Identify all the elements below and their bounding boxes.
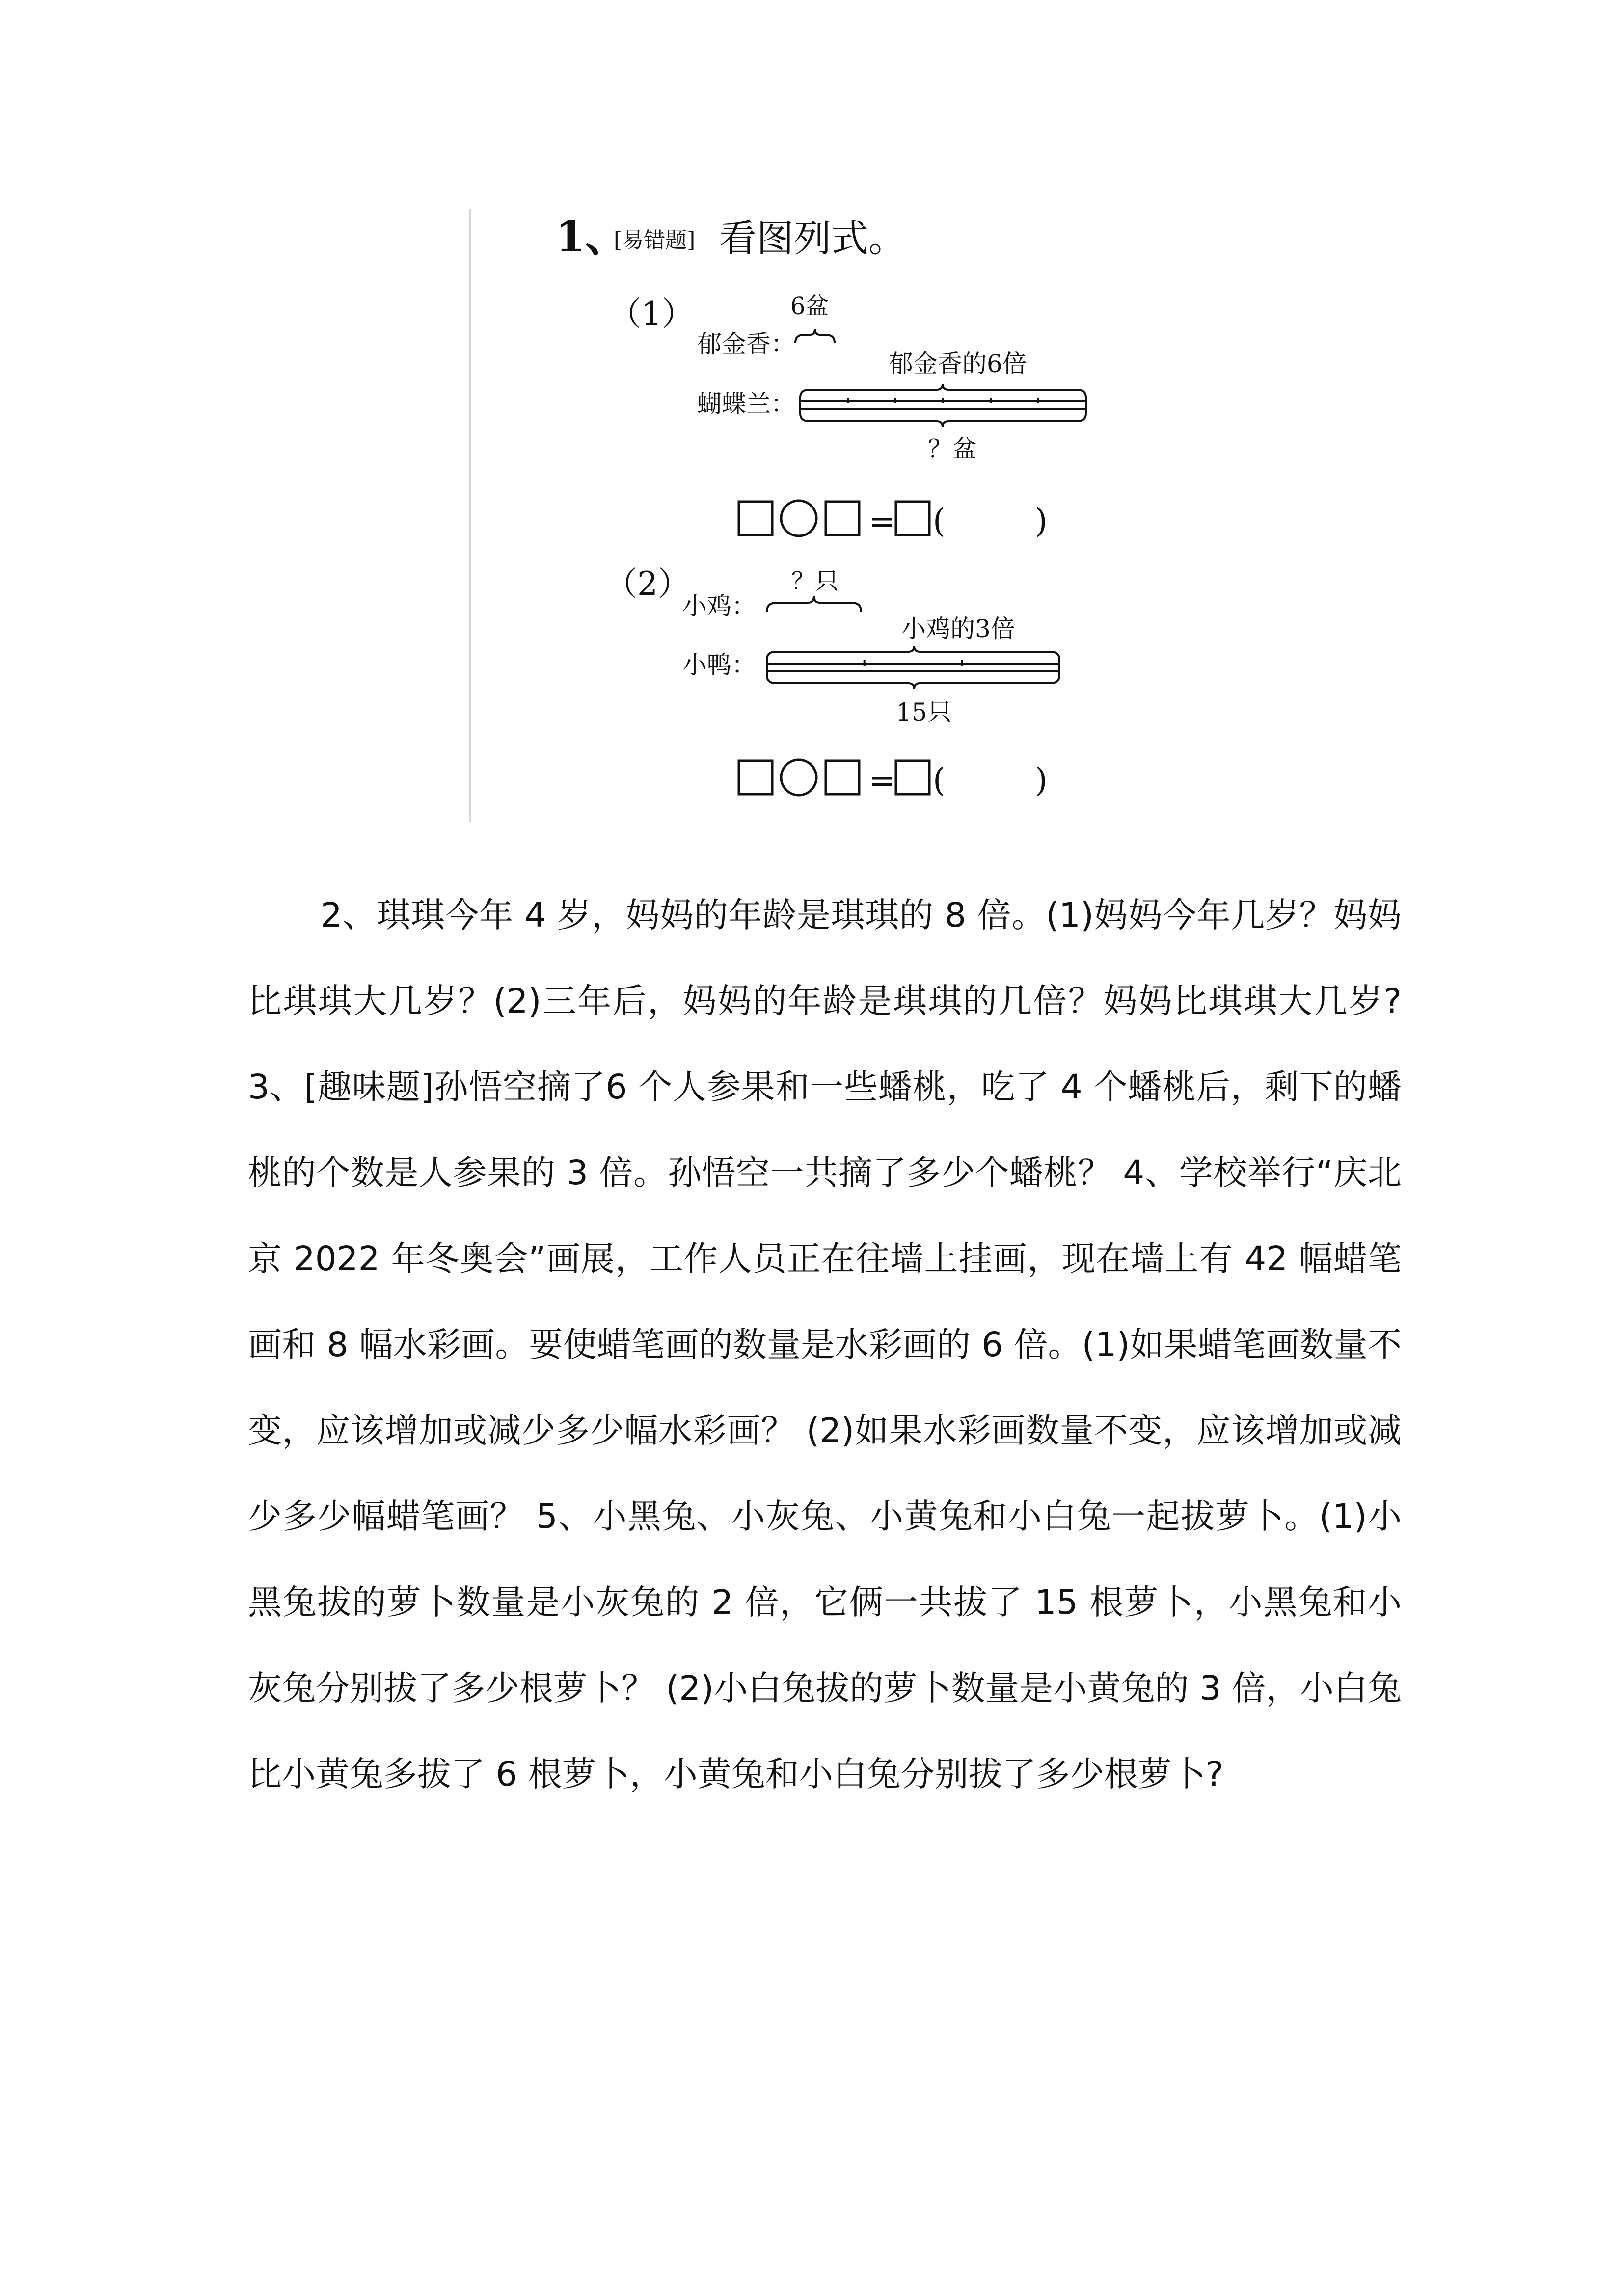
part2-top-brace — [767, 646, 1059, 660]
equals-sign: = — [869, 763, 895, 799]
unit-close-paren: ) — [1035, 761, 1048, 799]
q1-tag: [易错题] — [614, 228, 696, 253]
questions-2-to-5-text: 2、琪琪今年 4 岁，妈妈的年龄是琪琪的 8 倍。(1)妈妈今年几岁？妈妈比琪琪大几岁？(2)三年后，妈妈的年龄是琪琪的几倍？妈妈比琪琪大几岁?3、[趣味题]孙悟空摘了6 个人参果和一些蟠桃，吃了 4 个蟠桃后，剩下的蟠桃的个数是人参果的 3 倍。孙悟空一共摘了多少个蟠桃？ 4、学校举行“庆北京 2022 年冬奥会”画展，工作人员正在往墙上挂画，现在墙上有 42 幅蜡笔画和 8 幅水彩画。要使蜡笔画的数量是水彩画的 6 倍。(1)如果蜡笔画数量不变，应该增加或减少多少幅水彩画？ (2)如果水彩画数量不变，应该增加或减少多少幅蜡笔画？ 5、小黑兔、小灰兔、小黄兔和小白兔一起拔萝卜。(1)小黑兔拔的萝卜数量是小灰兔的 2 倍，它俩一共拔了 15 根萝卜，小黑兔和小灰兔分别拔了多少根萝卜？ (2)小白兔拔的萝卜数量是小黄兔的 3 倍，小白兔比小黄兔多拔了 6 根萝卜，小黄兔和小白兔分别拔了多少根萝卜? — [248, 896, 1402, 1794]
part1-bottom-brace — [800, 413, 1086, 427]
part2-row1-label: 小鸡： — [682, 592, 756, 620]
figure-left-rule — [469, 209, 471, 822]
part2-total: 15只 — [896, 698, 952, 726]
operator-circle[interactable] — [781, 760, 816, 795]
answer-box[interactable] — [896, 502, 929, 535]
unit-open-paren: ( — [933, 502, 946, 540]
part2-row2-label: 小鸭： — [682, 651, 756, 679]
part2-row1-brace — [767, 596, 861, 612]
q1-instruction: 看图列式。 — [719, 216, 906, 260]
part1-label: （1） — [609, 295, 694, 333]
equals-sign: = — [869, 504, 895, 540]
part2-equation — [739, 760, 1048, 799]
question-1-figure — [535, 196, 1173, 815]
unit-open-paren: ( — [933, 761, 946, 799]
unit-close-paren: ) — [1035, 502, 1048, 540]
answer-box[interactable] — [739, 502, 772, 535]
part2-bottom-brace — [767, 675, 1059, 689]
q1-number: 1、 — [556, 212, 627, 262]
answer-box[interactable] — [826, 502, 859, 535]
part2-label: （2） — [605, 565, 690, 603]
answer-box[interactable] — [826, 761, 859, 794]
part1-equation — [739, 501, 1048, 540]
part1-top-brace — [800, 384, 1086, 398]
answer-box[interactable] — [739, 761, 772, 794]
part1-annotation: 郁金香的6倍 — [889, 349, 1027, 378]
part1-segmented-bar — [800, 398, 1086, 413]
part1-row1-brace — [795, 329, 835, 343]
answer-box[interactable] — [896, 761, 929, 794]
operator-circle[interactable] — [781, 501, 816, 536]
part2-annotation: 小鸡的3倍 — [901, 614, 1015, 643]
part2-row1-value: ？只 — [791, 567, 839, 595]
part1-row1-label: 郁金香： — [697, 330, 795, 358]
part1-row2-label: 蝴蝶兰： — [697, 390, 795, 418]
part2-segmented-bar — [767, 660, 1059, 675]
part1-total: ？盆 — [928, 435, 977, 463]
part1-row1-value: 6盆 — [790, 293, 829, 320]
